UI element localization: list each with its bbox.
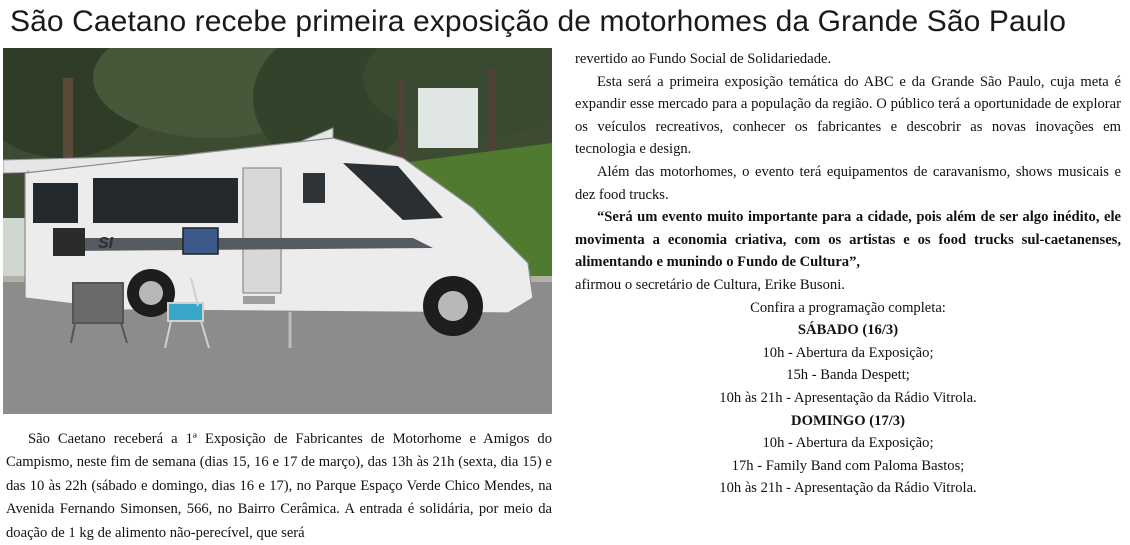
saturday-item: 10h - Abertura da Exposição; [762, 344, 934, 361]
van-badge: SI [98, 235, 114, 252]
sunday-item: 17h - Family Band com Paloma Bastos; [731, 457, 965, 474]
continuation-text: revertido ao Fundo Social de Solidariedade. [575, 51, 832, 67]
quote-attribution: afirmou o secretário de Cultura, Erike Busoni. [575, 276, 845, 293]
quote-paragraph: “Será um evento muito importante para a cidade, pois além de ser algo inédito, ele movimenta a economia criativa, com os artistas e os food trucks sul-caetanenses, alimentando e munindo o Fundo de Cultura”, [575, 209, 1121, 271]
paragraph-two: Esta será a primeira exposição temática do ABC e da Grande São Paulo, cuja meta é expandir esse mercado para a população da região. O público terá a oportunidade de explorar os veículos recreativos, conhecer os fabricantes e descobrir as novas inovações em tecnologia e design. [575, 73, 1121, 158]
sunday-heading: DOMINGO (17/3) [791, 412, 905, 429]
headline: São Caetano recebe primeira exposição de motorhomes da Grande São Paulo [10, 5, 1067, 38]
schedule-intro: Confira a programação completa: [750, 299, 946, 316]
paragraph-three: Além das motorhomes, o evento terá equipamentos de caravanismo, shows musicais e dez food trucks. [575, 163, 1121, 203]
sunday-item: 10h - Abertura da Exposição; [762, 435, 934, 452]
saturday-item: 15h - Banda Despett; [786, 367, 910, 384]
article-left-column [6, 428, 552, 545]
sunday-item: 10h às 21h - Apresentação da Rádio Vitrola. [719, 480, 977, 497]
article-right-column [575, 48, 1121, 500]
saturday-item: 10h às 21h - Apresentação da Rádio Vitrola. [719, 389, 977, 406]
intro-paragraph: São Caetano receberá a 1ª Exposição de Fabricantes de Motorhome e Amigos do Campismo, neste fim de semana (dias 15, 16 e 17 de março), das 13h às 21h (sexta, dia 15) e das 10 às 22h (sábado e domingo, dias 16 e 17), no Parque Espaço Verde Chico Mendes, na Avenida Fernando Simonsen, 566, no Bairro Cerâmica. A entrada é solidária, por meio da doação de 1 kg de alimento não-perecível, que será [6, 431, 552, 541]
saturday-heading: SÁBADO (16/3) [797, 322, 899, 339]
motorhome-photo [3, 48, 552, 414]
